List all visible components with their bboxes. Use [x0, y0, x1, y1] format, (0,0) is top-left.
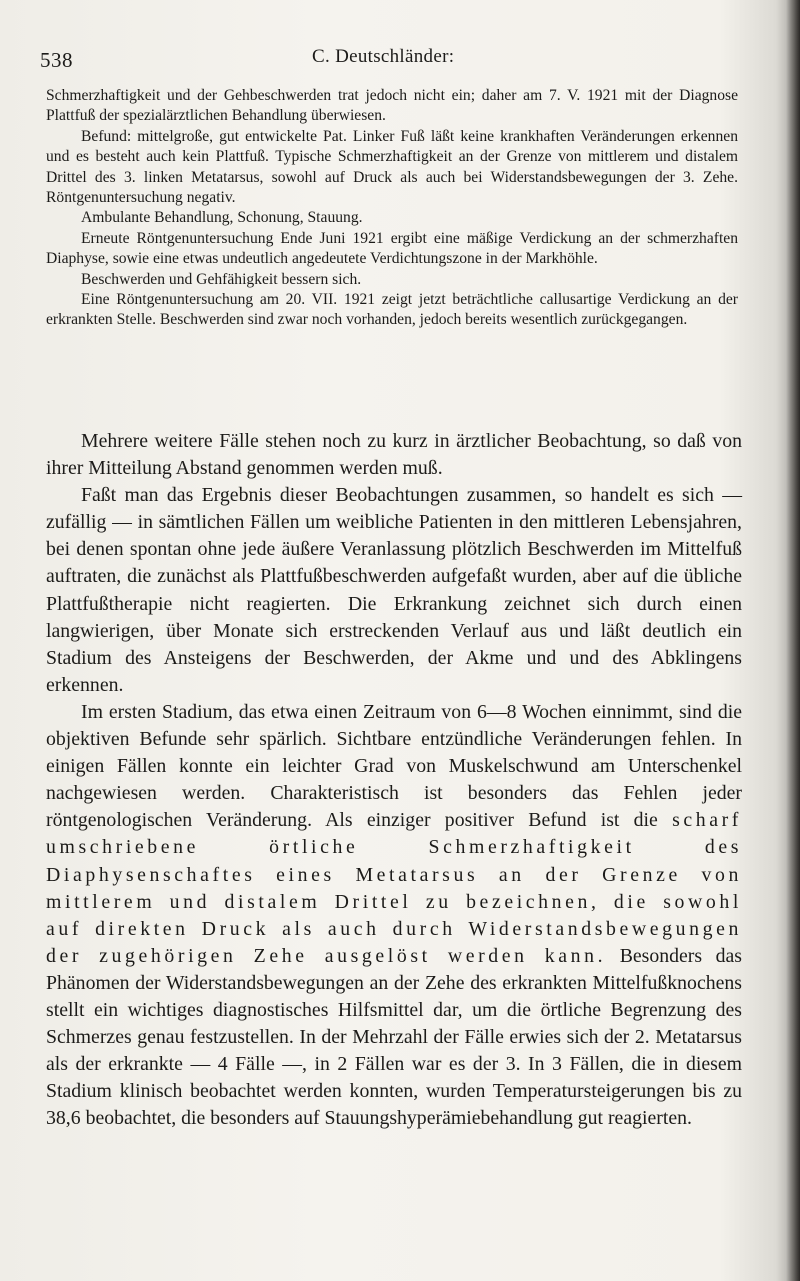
page-header	[40, 44, 760, 74]
case-report-paragraph: Ambulante Behandlung, Schonung, Stauung.	[81, 209, 363, 227]
body-paragraph	[46, 699, 742, 1133]
case-report	[46, 86, 738, 331]
page-number: 538	[40, 48, 73, 72]
body-text: Im ersten Stadium, das etwa einen Zeitraum von 6—8 Wochen einnimmt, sind die objektiven Befunde sehr spärlich. Sichtbare entzündliche Veränderungen fehlen. In einigen Fällen konnte ein leichter Grad von Muskelschwund am Unterschenkel nachgewiesen werden. Charakteristisch ist besonders das Fehlen jeder röntgenologischen Veränderung. Als einziger positiver Befund ist die	[46, 700, 742, 832]
case-report-paragraph: Erneute Röntgenuntersuchung Ende Juni 1921 ergibt eine mäßige Verdickung an der schmerzhaften Diaphyse, sowie eine etwas undeutlich angedeutete Verdichtungszone in der Markhöhle.	[46, 229, 738, 268]
case-report-paragraph: Beschwerden und Gehfähigkeit bessern sich.	[81, 270, 362, 288]
spaced-emphasis: scharf umschriebene örtliche Schmerzhaftigkeit des Diaphysenschaftes eines Metatarsus an der Grenze von mittlerem und distalem Drittel zu bezeichnen, die sowohl auf direkten Druck als auch durch Widerstandsbewegungen der zugehörigen Zehe ausgelöst werden kann.	[46, 809, 742, 967]
case-report-paragraph: Eine Röntgenuntersuchung am 20. VII. 1921 zeigt jetzt beträchtliche callusartige Verdickung an der erkrankten Stelle. Beschwerden sind zwar noch vorhanden, jedoch bereits wesentlich zurückgegangen.	[46, 291, 738, 329]
body-paragraph: Faßt man das Ergebnis dieser Beobachtungen zusammen, so handelt es sich — zufällig — in sämtlichen Fällen um weibliche Patienten in den mittleren Lebensjahren, bei denen spontan ohne jede äußere Veranlassung plötzlich Beschwerden im Mittelfuß auftraten, die zunächst als Plattfußbeschwerden aufgefaßt wurden, aber auf die übliche Plattfußtherapie nicht reagierten. Die Erkrankung zeichnet sich durch einen langwierigen, über Monate sich erstreckenden Verlauf aus und läßt deutlich ein Stadium des Ansteigens der Beschwerden, der Akme und und des Abklingens erkennen.	[46, 484, 742, 696]
running-head: C. Deutschländer:	[312, 46, 455, 67]
main-text	[46, 428, 742, 1132]
page-edge-shadow	[786, 0, 800, 1281]
body-text: Besonders das Phänomen der Widerstandsbewegungen an der Zehe des erkrankten Mittelfußknochens stellt ein wichtiges diagnostisches Hilfsmittel dar, um die örtliche Begrenzung des Schmerzes genau festzustellen. In der Mehrzahl der Fälle erwies sich der 2. Metatarsus als der erkrankte — 4 Fälle —, in 2 Fällen war es der 3. In 3 Fällen, die in diesem Stadium klinisch beobachtet werden konnten, wurden Temperatursteigerungen bis zu 38,6 beobachtet, die besonders auf Stauungshyperämiebehandlung gut reagierten.	[46, 944, 742, 1130]
case-report-paragraph: Schmerzhaftigkeit und der Gehbeschwerden trat jedoch nicht ein; daher am 7. V. 1921 mit der Diagnose Plattfuß der spezialärztlichen Behandlung überwiesen.	[46, 87, 738, 125]
body-paragraph: Mehrere weitere Fälle stehen noch zu kurz in ärztlicher Beobachtung, so daß von ihrer Mitteilung Abstand genommen werden muß.	[46, 430, 742, 480]
case-report-paragraph: Befund: mittelgroße, gut entwickelte Pat. Linker Fuß läßt keine krankhaften Veränderungen erkennen und es besteht auch kein Plattfuß. Typische Schmerzhaftigkeit an der Grenze von mittlerem und distalem Drittel des 3. linken Metatarsus, sowohl auf Druck als auch bei Widerstandsbewegungen der 3. Zehe. Röntgenuntersuchung negativ.	[46, 127, 738, 207]
